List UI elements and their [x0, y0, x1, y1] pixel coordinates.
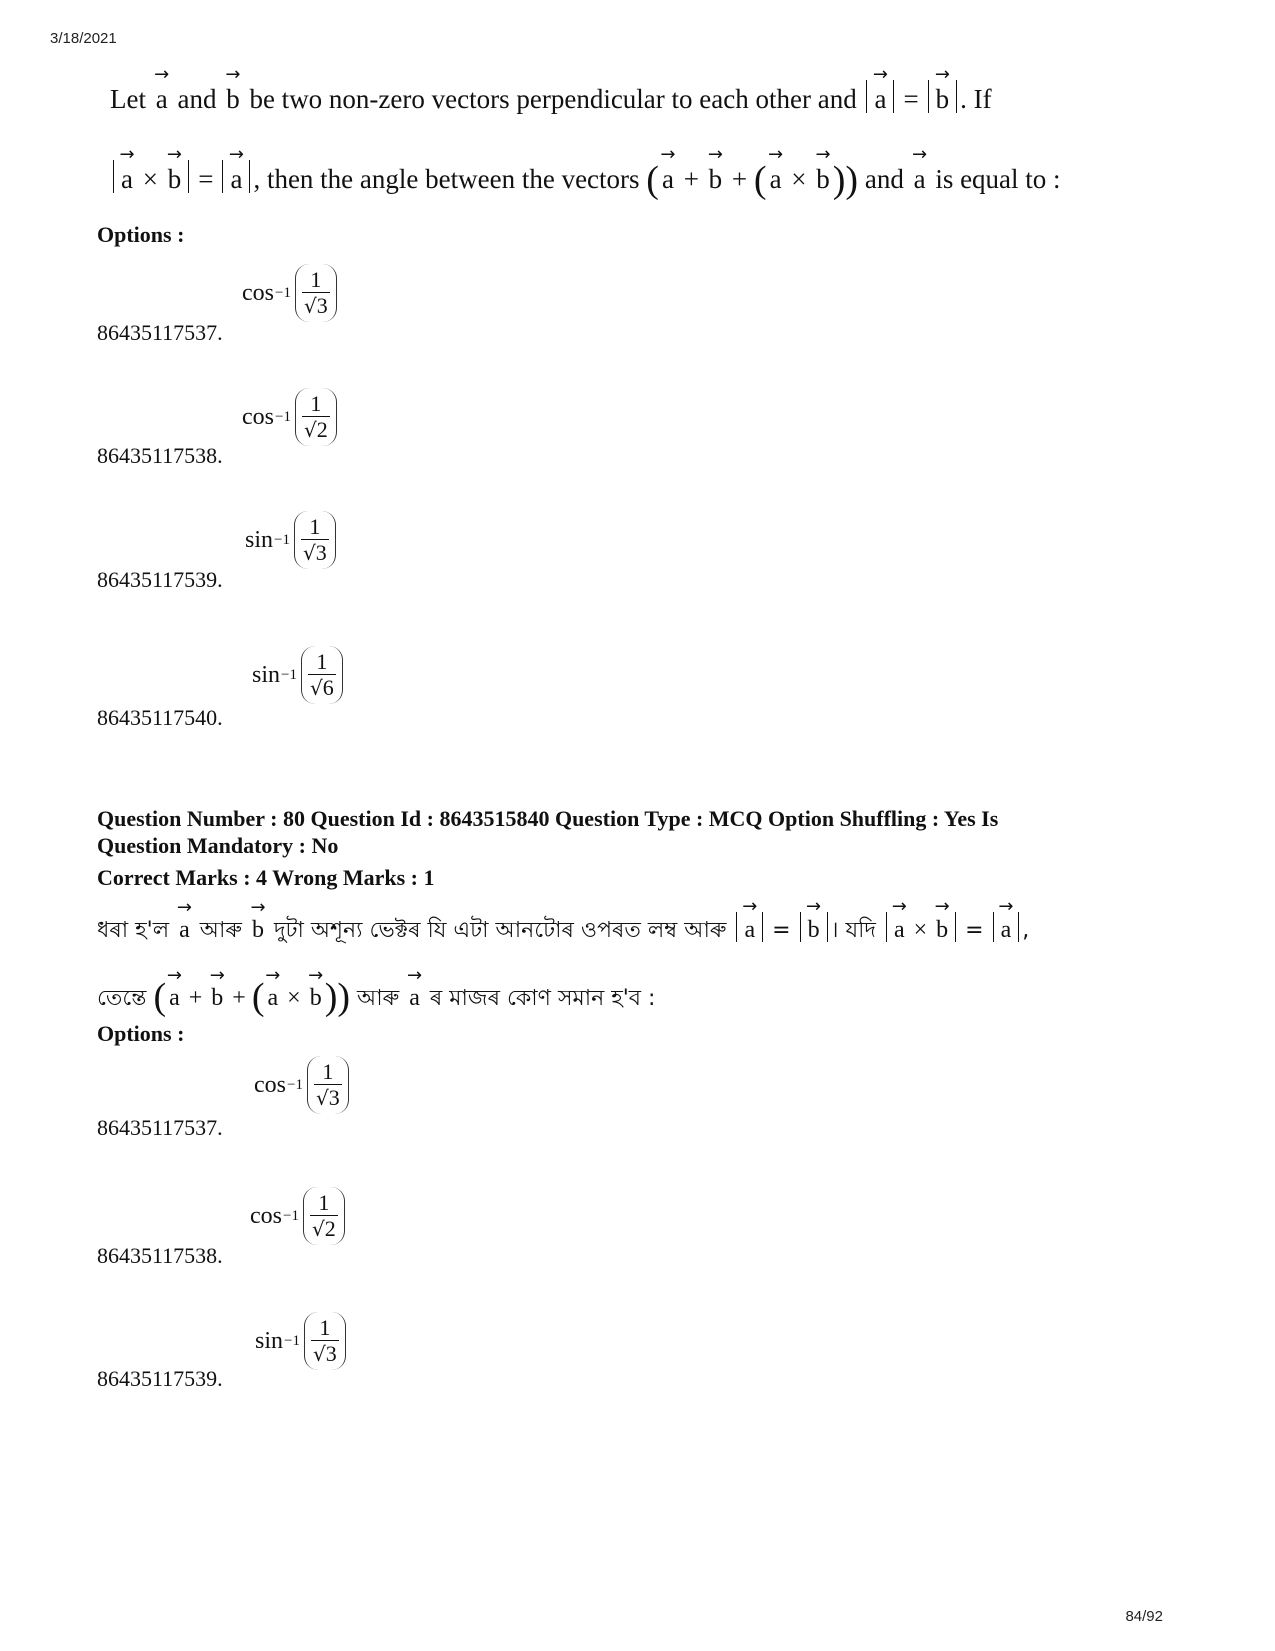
magnitude-a	[222, 160, 250, 193]
vector-b: → b	[933, 86, 953, 113]
magnitude-cross	[886, 912, 956, 942]
paren: (	[646, 159, 659, 201]
text: is equal to :	[935, 164, 1061, 194]
q79-option-3-id: 86435117539.	[97, 567, 223, 592]
print-date: 3/18/2021	[50, 30, 117, 47]
plus-sign: +	[232, 985, 246, 1011]
q79-option-4-id: 86435117540.	[97, 705, 223, 730]
vector-a: → a	[265, 985, 282, 1012]
radicand: 3	[316, 292, 328, 318]
paren-group	[304, 1312, 346, 1370]
function-name: cos	[254, 1071, 286, 1098]
vector-a: → a	[227, 166, 245, 193]
vector-b: → b	[165, 166, 185, 193]
numerator: 1	[310, 266, 322, 292]
magnitude-a	[866, 80, 894, 113]
text: . If	[960, 84, 992, 114]
magnitude-b	[928, 80, 958, 113]
page-number: 84/92	[1125, 1608, 1163, 1625]
q79-statement-line2	[110, 158, 1061, 202]
paren: ))	[324, 976, 351, 1018]
q80-option-2-id: 86435117538.	[97, 1243, 223, 1268]
radicand: 2	[316, 416, 328, 442]
q79-statement-line1	[110, 80, 992, 115]
times-sign: ×	[287, 985, 301, 1011]
fraction	[302, 392, 330, 443]
vector-b: → b	[223, 84, 243, 115]
vector-b: → b	[307, 985, 325, 1012]
denominator	[301, 539, 329, 566]
radicand: 3	[328, 1084, 340, 1110]
question-meta-line: Question Number : 80 Question Id : 8643515840 Question Type : MCQ Option Shuffling : Yes Is	[97, 806, 999, 831]
vector-a: → a	[891, 918, 908, 942]
numerator: 1	[318, 1189, 330, 1215]
vector-a: → a	[659, 164, 677, 195]
marks-line: Correct Marks : 4 Wrong Marks : 1	[97, 865, 435, 890]
radicand: 2	[324, 1215, 336, 1241]
paren-group	[307, 1056, 349, 1114]
vector-a: → a	[166, 985, 183, 1012]
denominator	[308, 674, 336, 701]
function-name: cos	[250, 1202, 282, 1229]
denominator	[302, 292, 330, 319]
exponent: −1	[275, 284, 291, 301]
q80-option-2-expression	[250, 1187, 345, 1245]
text: ৰ মাজৰ কোণ সমান হ'ব :	[429, 986, 656, 1011]
q79-option-4-expression	[252, 646, 343, 704]
exponent: −1	[281, 666, 297, 683]
exponent: −1	[283, 1207, 299, 1224]
radicand: 3	[315, 539, 327, 565]
text: । যদি	[830, 918, 876, 943]
plus-sign: +	[683, 164, 699, 194]
plus-sign: +	[188, 985, 203, 1011]
vector-a: → a	[406, 985, 423, 1012]
text: Let	[110, 84, 146, 114]
sqrt-icon: √	[315, 1085, 329, 1110]
paren-group	[294, 511, 336, 569]
text: আৰু	[199, 918, 242, 943]
q80-option-1-id: 86435117537.	[97, 1115, 223, 1140]
denominator	[314, 1084, 342, 1111]
text: and	[864, 164, 904, 194]
q80-option-1-expression	[254, 1056, 349, 1114]
sqrt-icon: √	[311, 1216, 325, 1241]
vector-a: → a	[741, 918, 758, 942]
magnitude-b	[800, 912, 828, 942]
fraction	[301, 515, 329, 566]
sqrt-icon: √	[303, 293, 317, 318]
vector-a: → a	[176, 917, 193, 944]
vector-b: → b	[813, 164, 833, 195]
vector-a: → a	[153, 84, 171, 115]
equals-sign: =	[772, 918, 791, 943]
denominator	[302, 416, 330, 443]
function-name: sin	[252, 661, 281, 688]
radicand: 6	[322, 674, 334, 700]
q79-option-1-id: 86435117537.	[97, 320, 223, 345]
paren-group	[295, 388, 337, 446]
sqrt-icon: √	[303, 417, 317, 442]
fraction	[314, 1060, 342, 1111]
q79-option-3-expression	[245, 511, 336, 569]
q80-option-3-id: 86435117539.	[97, 1366, 223, 1391]
magnitude-a	[993, 912, 1020, 942]
text: ধৰা হ'ল	[97, 918, 170, 943]
vector-expression	[153, 976, 351, 1018]
exponent: −1	[275, 408, 291, 425]
function-name: sin	[245, 526, 274, 553]
denominator	[310, 1215, 338, 1242]
paren: (	[251, 976, 265, 1018]
text: দুটা অশূন্য ভেক্টৰ যি এটা আনটোৰ ওপৰত লম্ব আৰু	[273, 918, 727, 943]
q79-option-1-expression	[242, 264, 337, 322]
vector-a: → a	[911, 164, 929, 195]
denominator	[311, 1340, 339, 1367]
fraction	[311, 1316, 339, 1367]
equals-sign: =	[198, 164, 214, 194]
q80-option-3-expression	[255, 1312, 346, 1370]
fraction	[302, 268, 330, 319]
text: and	[177, 84, 217, 114]
magnitude-cross	[113, 160, 189, 193]
radicand: 3	[325, 1340, 337, 1366]
text: আৰু	[357, 986, 400, 1011]
text: be two non-zero vectors perpendicular to each other and	[249, 84, 857, 114]
text: তেন্তে	[97, 986, 147, 1011]
times-sign: ×	[791, 164, 807, 194]
function-name: cos	[242, 279, 274, 306]
sqrt-icon: √	[309, 675, 323, 700]
numerator: 1	[310, 390, 322, 416]
vector-b: → b	[706, 164, 726, 195]
exponent: −1	[274, 531, 290, 548]
function-name: sin	[255, 1327, 284, 1354]
vector-a: → a	[767, 164, 785, 195]
q80-statement-line2	[97, 975, 655, 1019]
fraction	[308, 650, 336, 701]
times-sign: ×	[913, 917, 928, 943]
text: , then the angle between the vectors	[253, 164, 640, 194]
paren-group	[301, 646, 343, 704]
paren-group	[295, 264, 337, 322]
q79-option-2-expression	[242, 388, 337, 446]
sqrt-icon: √	[312, 1341, 326, 1366]
q80-statement-line1: ধৰা হ'ল → a আৰু → b দুটা অশূন্য ভেক্টৰ যি এটা আনটোৰ ওপৰত লম্ব আৰু → a =→ b । যদি → a × → b =→ a ,	[97, 912, 1029, 950]
vector-b: → b	[805, 918, 823, 942]
function-name: cos	[242, 403, 274, 430]
numerator: 1	[309, 513, 321, 539]
paren: (	[753, 159, 767, 201]
vector-a: → a	[998, 918, 1015, 942]
numerator: 1	[316, 648, 328, 674]
vector-b: → b	[249, 917, 267, 944]
sqrt-icon: √	[302, 540, 316, 565]
magnitude-a	[736, 912, 763, 942]
paren-group	[303, 1187, 345, 1245]
exponent: −1	[284, 1332, 300, 1349]
exponent: −1	[287, 1076, 303, 1093]
q80-meta	[97, 805, 1097, 891]
equals-sign: =	[965, 918, 984, 943]
vector-a: → a	[871, 86, 889, 113]
plus-sign: +	[731, 164, 748, 194]
vector-a: → a	[118, 166, 136, 193]
vector-b: → b	[933, 918, 951, 942]
vector-b: → b	[208, 985, 226, 1012]
q79-options-label: Options :	[97, 222, 185, 247]
numerator: 1	[322, 1058, 334, 1084]
paren: (	[153, 976, 167, 1018]
q79-option-2-id: 86435117538.	[97, 443, 223, 468]
paren: ))	[832, 159, 859, 201]
fraction	[310, 1191, 338, 1242]
question-meta-line: Question Mandatory : No	[97, 833, 339, 858]
q80-options-label: Options :	[97, 1021, 185, 1046]
equals-sign: =	[903, 84, 919, 114]
numerator: 1	[319, 1314, 331, 1340]
times-sign: ×	[142, 164, 158, 194]
